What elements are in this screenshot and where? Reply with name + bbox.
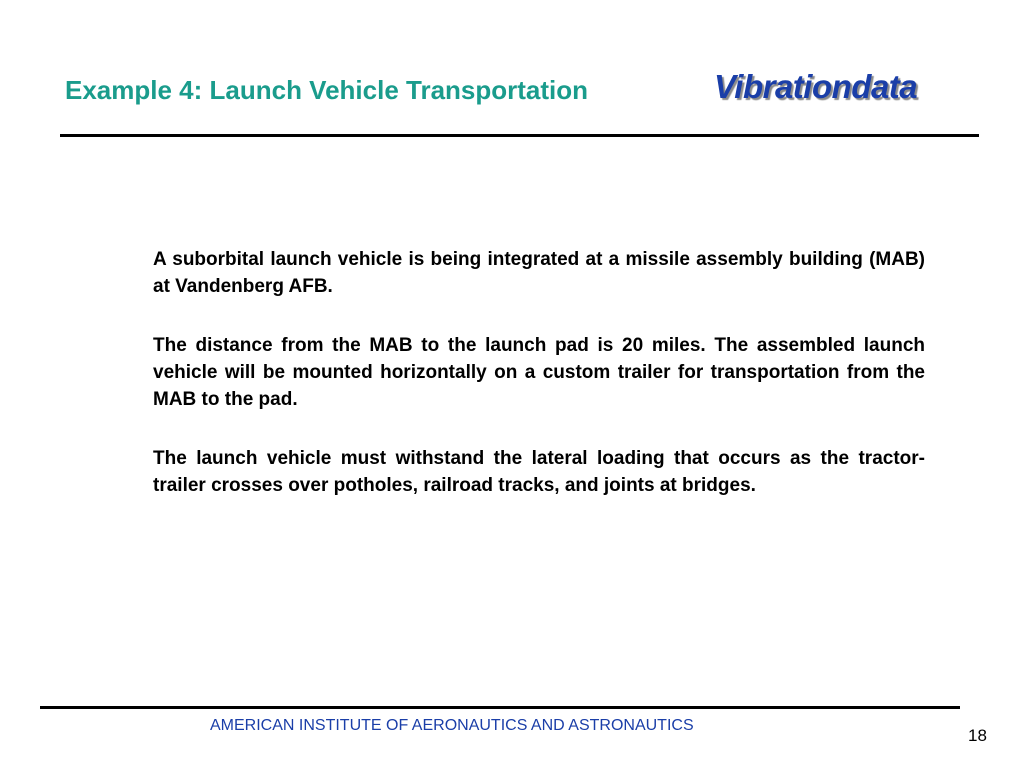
vibrationdata-logo: Vibrationdata <box>714 68 918 105</box>
footer-organization: AMERICAN INSTITUTE OF AERONAUTICS AND ASTRONAUTICS <box>210 717 694 734</box>
body-paragraph: The launch vehicle must withstand the lateral loading that occurs as the tractor-trailer crosses over potholes, railroad tracks, and joints at bridges. <box>153 448 925 496</box>
body-paragraph: The distance from the MAB to the launch pad is 20 miles. The assembled launch vehicle will be mounted horizontally on a custom trailer for transportation from the MAB to the pad. <box>153 335 925 410</box>
footer-divider <box>40 706 960 709</box>
page-number: 18 <box>968 726 987 745</box>
slide-body <box>153 246 925 531</box>
slide-title: Example 4: Launch Vehicle Transportation <box>65 75 589 105</box>
body-paragraph: A suborbital launch vehicle is being integrated at a missile assembly building (MAB) at Vandenberg AFB. <box>153 249 925 297</box>
header-divider <box>60 134 979 137</box>
